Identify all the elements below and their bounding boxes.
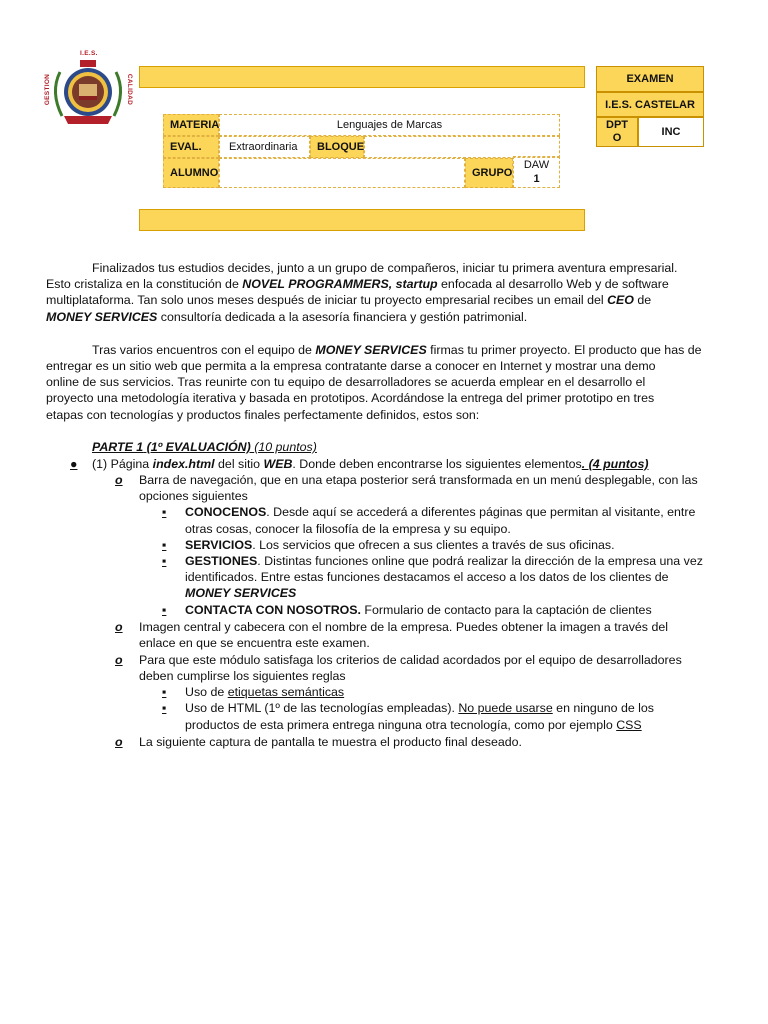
materia-label: MATERIA <box>163 114 219 136</box>
gestiones-line-3: MONEY SERVICES <box>185 586 297 600</box>
grupo-value <box>513 156 560 188</box>
servicios-item: ▪ SERVICIOS. Los servicios que ofrecen a sus clientes a través de sus oficinas. <box>162 538 615 552</box>
calidad-line-2: deben cumplirse los siguientes reglas <box>139 669 346 683</box>
calidad-item: o Para que este módulo satisfaga los criterios de calidad acordados por el equipo de desarrolladores <box>115 653 682 667</box>
grupo-value-line1: DAW <box>523 159 550 171</box>
uso-html-line-2: productos de esta primera entrega ninguna otra tecnología, como por ejemplo CSS <box>185 718 642 732</box>
item-1-bullet: ● <box>70 457 78 471</box>
bloque-label: BLOQUE <box>310 136 364 158</box>
project-line-5: etapas con tecnologías y productos finales perfectamente definidos, estos son: <box>46 408 480 422</box>
dpto-label <box>596 117 638 147</box>
intro-line-1: Finalizados tus estudios decides, junto a un grupo de compañeros, iniciar tu primera aventura empresarial. <box>92 261 678 275</box>
dpto-value: INC <box>638 117 704 147</box>
materia-value: Lenguajes de Marcas <box>219 114 560 136</box>
dpto-label-line2: O <box>612 132 622 144</box>
bloque-value[interactable] <box>364 136 560 158</box>
nav-bullet: o <box>115 473 123 487</box>
imagen-line-2: enlace en que se encuentra este examen. <box>139 636 370 650</box>
conocenos-item: ▪ CONOCENOS. Desde aquí se accederá a diferentes páginas que permitan al visitante, entre <box>162 505 696 519</box>
crest-icon <box>46 50 130 130</box>
title-bar <box>139 66 585 88</box>
captura-item: o La siguiente captura de pantalla te muestra el producto final deseado. <box>115 735 522 749</box>
eval-value: Extraordinaria <box>219 136 310 158</box>
grupo-value-line2: 1 <box>533 173 540 185</box>
alumno-label: ALUMNO <box>163 158 219 188</box>
conocenos-bullet: ▪ <box>162 505 167 519</box>
intro-line-4: MONEY SERVICES consultoría dedicada a la asesoría financiera y gestión patrimonial. <box>46 310 528 324</box>
project-line-3: online de sus servicios. Tras reunirte con tu equipo de desarrolladores se acuerda emplear en el desarrollo el <box>46 375 646 389</box>
school-logo <box>44 50 134 130</box>
servicios-bullet: ▪ <box>162 538 167 552</box>
calidad-bullet: o <box>115 653 123 667</box>
conocenos-line-2: otras cosas, conocer la filosofía de la empresa y su equipo. <box>185 522 511 536</box>
logo-right-text: CALIDAD <box>126 73 134 106</box>
parte-heading: PARTE 1 (1º EVALUACIÓN) (10 puntos) <box>92 440 317 454</box>
logo-left-text: GESTION <box>44 73 52 106</box>
project-line-4: proyecto una metodología iterativa y basada en prototipos. Acordándose la entrega del primer prototipo en tres <box>46 391 655 405</box>
nav-item-line-2: opciones siguientes <box>139 489 248 503</box>
uso-html-item: ▪ Uso de HTML (1º de las tecnologías empleadas). No puede usarse en ninguno de los <box>162 701 655 715</box>
dpto-label-line1: DPT <box>606 119 628 131</box>
logo-top-text: I.E.S. <box>80 50 98 57</box>
captura-bullet: o <box>115 735 123 749</box>
imagen-bullet: o <box>115 620 123 634</box>
intro-line-3: multiplataforma. Tan solo unos meses después de iniciar tu proyecto empresarial recibes un email del CEO de <box>46 293 652 307</box>
nav-item: o Barra de navegación, que en una etapa posterior será transformada en un menú desplegable, con las <box>115 473 698 487</box>
contacta-bullet: ▪ <box>162 603 167 617</box>
gestiones-line-2: identificados. Entre estas funciones destacamos el acceso a los datos de los clientes de <box>185 570 669 584</box>
footer-bar <box>139 209 585 231</box>
item-1: ● (1) Página index.html del sitio WEB. Donde deben encontrarse los siguientes elementos. (4 puntos) <box>70 457 649 471</box>
logo-bottom-text: CASTELAR <box>70 119 108 126</box>
grupo-label: GRUPO <box>465 158 513 188</box>
contacta-item: ▪ CONTACTA CON NOSOTROS. Formulario de contacto para la captación de clientes <box>162 603 652 617</box>
gestiones-bullet: ▪ <box>162 554 167 568</box>
project-line-2: entregar es un sitio web que permita a la empresa contratante darse a conocer en Internet y mostrar una demo <box>46 359 656 373</box>
gestiones-item: ▪ GESTIONES. Distintas funciones online que podrá realizar la dirección de la empresa una vez <box>162 554 703 568</box>
eval-label: EVAL. <box>163 136 219 158</box>
project-line-1: Tras varios encuentros con el equipo de MONEY SERVICES firmas tu primer proyecto. El producto que has de <box>92 343 702 357</box>
alumno-field[interactable] <box>219 158 465 188</box>
html-bullet: ▪ <box>162 701 167 715</box>
exam-title: EXAMEN <box>596 66 704 92</box>
uso-semanticas-item: ▪ Uso de etiquetas semánticas <box>162 685 345 699</box>
exam-school: I.E.S. CASTELAR <box>596 92 704 117</box>
intro-line-2: Esto cristaliza en la constitución de NOVEL PROGRAMMERS, startup enfocada al desarrollo Web y de software <box>46 277 669 291</box>
imagen-item: o Imagen central y cabecera con el nombre de la empresa. Puedes obtener la imagen a través del <box>115 620 668 634</box>
uso-bullet: ▪ <box>162 685 167 699</box>
